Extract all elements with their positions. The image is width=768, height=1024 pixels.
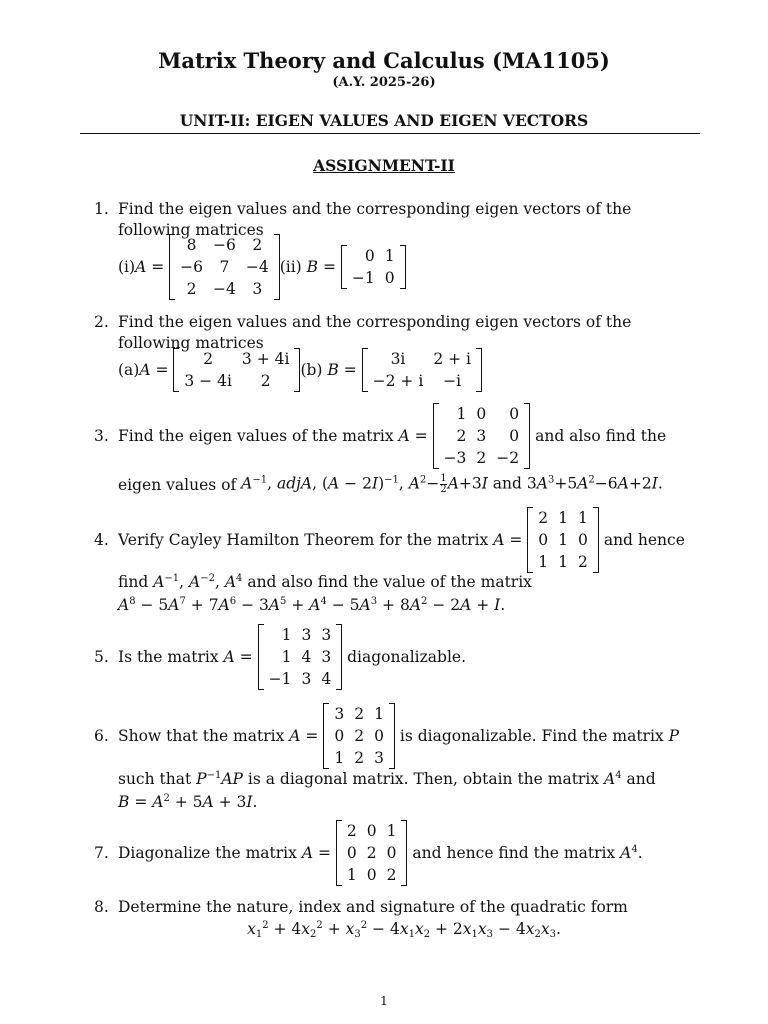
matrix-a: [258, 624, 343, 690]
matrix-entry: 0: [538, 531, 549, 549]
matrix-entry: −2: [496, 449, 520, 467]
matrix-entry: 1: [538, 553, 549, 571]
question-text: Find the eigen values and the corresponding eigen vectors of the following matrices: [118, 313, 632, 352]
quadratic-form: $x_1^2 + 4x_2^2 + x_3^2 - 4x_1x_2 + 2x_1x_3 - 4x_2x_3$.: [247, 920, 561, 940]
matrix-entry: 2: [578, 553, 588, 571]
matrix-entry: 0: [384, 269, 395, 287]
matrix-entry: 2: [476, 449, 487, 467]
question-number: 8.: [94, 898, 109, 916]
question-text-line: eigen values of: [118, 475, 237, 494]
matrix-entry: 2: [538, 509, 549, 527]
matrix-entry: 0: [366, 866, 377, 884]
matrix-row: [175, 234, 274, 256]
matrix-entry: 0: [366, 822, 377, 840]
matrix-entry: 2: [354, 727, 365, 745]
matrix-entry: 1: [558, 531, 569, 549]
matrix-entry: 2: [456, 427, 467, 445]
matrix-row: [342, 864, 402, 886]
matrix-entry: 2: [386, 866, 397, 884]
matrix-entry: 2: [203, 350, 214, 368]
matrix-entry: 1: [281, 648, 292, 666]
page-number: 1: [380, 994, 388, 1008]
matrix-entry: 1: [281, 626, 292, 644]
matrix-row: [264, 668, 337, 690]
question-text: Diagonalize the matrix: [118, 844, 297, 862]
label-i: (i): [118, 258, 136, 276]
matrix-table: [175, 234, 274, 300]
matrix-entry: 3 − 4i: [184, 372, 232, 390]
question-text-line: and: [626, 770, 656, 788]
matrix-row: [179, 348, 294, 370]
question-text: Determine the nature, index and signature of the quadratic form: [118, 898, 628, 916]
matrix-entry: 2: [354, 749, 365, 767]
matrix-entry: 1: [334, 749, 345, 767]
matrix-table: [342, 820, 402, 886]
matrix-entry: 3: [334, 705, 345, 723]
question-number: 2.: [94, 313, 109, 331]
matrix-row: [342, 842, 402, 864]
matrix-entry: 0: [386, 844, 397, 862]
matrix-row: [342, 820, 402, 842]
matrix-row: [329, 747, 389, 769]
matrix-entry: −1: [351, 269, 375, 287]
matrix-row: [264, 624, 337, 646]
question-text: Is the matrix: [118, 648, 219, 666]
matrix-entry: 1: [374, 705, 384, 723]
matrix-table: [347, 245, 400, 289]
matrix-entry: 3: [374, 749, 384, 767]
label-b: (b): [300, 361, 323, 379]
matrix-entry: 4: [321, 670, 332, 688]
horizontal-rule: [80, 133, 700, 134]
question-text: Verify Cayley Hamilton Theorem for the matrix: [118, 531, 489, 549]
matrix-entry: 0: [509, 427, 520, 445]
matrix-row: [533, 507, 593, 529]
matrix-b: [362, 348, 482, 392]
matrix-entry: −i: [443, 372, 462, 390]
question-number: 4.: [94, 531, 109, 549]
matrix-a: [323, 703, 395, 769]
matrix-entry: 2 + i: [433, 350, 471, 368]
matrix-row: [347, 245, 400, 267]
matrix-a: [173, 348, 300, 392]
matrix-entry: 1: [384, 247, 395, 265]
matrix-entry: −2 + i: [372, 372, 424, 390]
matrix-entry: 7: [219, 258, 230, 276]
matrix-row: [439, 403, 525, 425]
matrix-a: [336, 820, 408, 886]
matrix-row: [175, 256, 274, 278]
matrix-entry: 0: [578, 531, 588, 549]
matrix-entry: 3: [301, 626, 312, 644]
matrix-a: [527, 507, 599, 573]
question-6: 6. Show that the matrix A = 3 2 1 0 2 0 1 2 3 is diagonalizable. Find the matrix P: [94, 705, 680, 767]
question-text: Find the eigen values of the matrix: [118, 427, 394, 445]
question-number: 6.: [94, 727, 109, 745]
matrix-entry: 2: [186, 280, 197, 298]
matrix-entry: 0: [346, 844, 357, 862]
question-3: 3. Find the eigen values of the matrix A = 1 0 0 2 3 0 −3 2 −2 and also find the: [94, 405, 667, 467]
matrix-entry: −3: [443, 449, 467, 467]
matrix-row: [347, 267, 400, 289]
matrix-entry: 4: [301, 648, 312, 666]
matrix-row: [368, 348, 476, 370]
academic-year: (A.Y. 2025-26): [332, 75, 436, 90]
matrix-entry: 3: [321, 626, 332, 644]
matrix-entry: −1: [268, 670, 292, 688]
matrix-row: [175, 278, 274, 300]
question-8: [94, 897, 704, 918]
matrix-entry: 2: [354, 705, 365, 723]
question-1-matrices: (i) A = 8 −6 2 −6 7 −4 2 −4 3 (ii) B = 0 1 −1 0: [118, 234, 406, 300]
matrix-entry: 1: [386, 822, 397, 840]
label-ii: (ii): [279, 258, 302, 276]
question-4-expression: $A^8 - 5A^7 + 7A^6 - 3A^5 + A^4 - 5A^3 + 8A^2 - 2A + I$.: [118, 596, 506, 614]
question-text-line: is a diagonal matrix. Then, obtain the matrix: [247, 770, 600, 788]
matrix-table: [439, 403, 525, 469]
matrix-entry: 0: [476, 405, 487, 423]
page-title: Matrix Theory and Calculus (MA1105): [158, 48, 610, 73]
matrix-entry: 3i: [390, 350, 406, 368]
question-text: Find the eigen values and the corresponding eigen vectors of the following matrices: [118, 200, 632, 239]
matrix-row: [368, 370, 476, 392]
matrix-entry: −6: [180, 258, 203, 276]
matrix-entry: −6: [212, 236, 236, 254]
question-text-cont: diagonalizable.: [347, 648, 467, 666]
question-text-line: find: [118, 573, 149, 591]
matrix-entry: 1: [578, 509, 588, 527]
matrix-table: [179, 348, 294, 392]
label-a: (a): [118, 361, 140, 379]
matrix-entry: −4: [212, 280, 236, 298]
matrix-table: [368, 348, 476, 392]
matrix-entry: 0: [374, 727, 384, 745]
question-6-expression: $B = A^2 + 5A + 3I$.: [118, 793, 258, 811]
question-5: 5. Is the matrix A = 1 3 3 1 4 3 −1 3 4 diagonalizable.: [94, 626, 467, 688]
matrix-entry: 3: [476, 427, 487, 445]
question-text: Show that the matrix: [118, 727, 285, 745]
matrix-entry: 0: [509, 405, 520, 423]
matrix-entry: 2: [252, 236, 263, 254]
matrix-entry: 2: [260, 372, 271, 390]
matrix-entry: 2: [346, 822, 357, 840]
matrix-entry: 1: [558, 509, 569, 527]
assignment-heading: ASSIGNMENT-II: [313, 156, 455, 175]
matrix-row: [179, 370, 294, 392]
question-7: 7. Diagonalize the matrix A = 2 0 1 0 2 0 1 0 2 and hence find the matrix $A^4$.: [94, 822, 643, 884]
matrix-row: [329, 725, 389, 747]
matrix-entry: 1: [558, 553, 569, 571]
question-text-cont: is diagonalizable. Find the matrix: [399, 727, 664, 745]
unit-heading: UNIT-II: EIGEN VALUES AND EIGEN VECTORS: [179, 111, 589, 130]
question-3-line-2: eigen values of $A^{-1}$, adjA, $(A - 2I)^{-1}$, $A^2-$ $\frac{1}{2}$ A+3I and $3A^3+5A^2-6A+2I$.: [118, 473, 663, 495]
matrix-table: [264, 624, 337, 690]
matrix-entry: 3: [321, 648, 332, 666]
matrix-entry: 1: [456, 405, 467, 423]
matrix-entry: 3: [252, 280, 263, 298]
matrix-entry: 0: [334, 727, 345, 745]
matrix-row: [439, 447, 525, 469]
question-text-cont: and hence: [603, 531, 685, 549]
question-6-line-2: such that $P^{-1}AP$ is a diagonal matrix. Then, obtain the matrix $A^4$ and: [118, 770, 656, 788]
question-text-cont: and also find the: [535, 427, 667, 445]
matrix-entry: 0: [364, 247, 375, 265]
matrix-a: [169, 234, 280, 300]
question-text-cont: and hence find the matrix: [412, 844, 616, 862]
matrix-a: [433, 403, 531, 469]
matrix-row: [329, 703, 389, 725]
matrix-table: [329, 703, 389, 769]
matrix-row: [533, 551, 593, 573]
question-text-line: and also find the value of the matrix: [247, 573, 532, 591]
matrix-row: [533, 529, 593, 551]
matrix-b: [341, 245, 406, 289]
matrix-row: [439, 425, 525, 447]
question-4-line-2: find $A^{-1}$, $A^{-2}$, $A^4$ and also find the value of the matrix: [118, 573, 532, 591]
matrix-entry: 2: [366, 844, 377, 862]
question-text-line: such that: [118, 770, 192, 788]
matrix-table: [533, 507, 593, 573]
matrix-entry: −4: [245, 258, 269, 276]
matrix-entry: 1: [346, 866, 357, 884]
question-number: 5.: [94, 648, 109, 666]
matrix-entry: 8: [186, 236, 197, 254]
matrix-row: [264, 646, 337, 668]
question-number: 7.: [94, 844, 109, 862]
question-number: 3.: [94, 427, 109, 445]
matrix-entry: 3 + 4i: [241, 350, 290, 368]
question-4: 4. Verify Cayley Hamilton Theorem for the matrix A = 2 1 1 0 1 0 1 1 2 and hence: [94, 509, 685, 571]
question-2-matrices: (a) A = 2 3 + 4i 3 − 4i 2 (b) B = 3i 2 + i −2 + i −i: [118, 348, 482, 392]
matrix-entry: 3: [301, 670, 312, 688]
question-number: 1.: [94, 200, 109, 218]
